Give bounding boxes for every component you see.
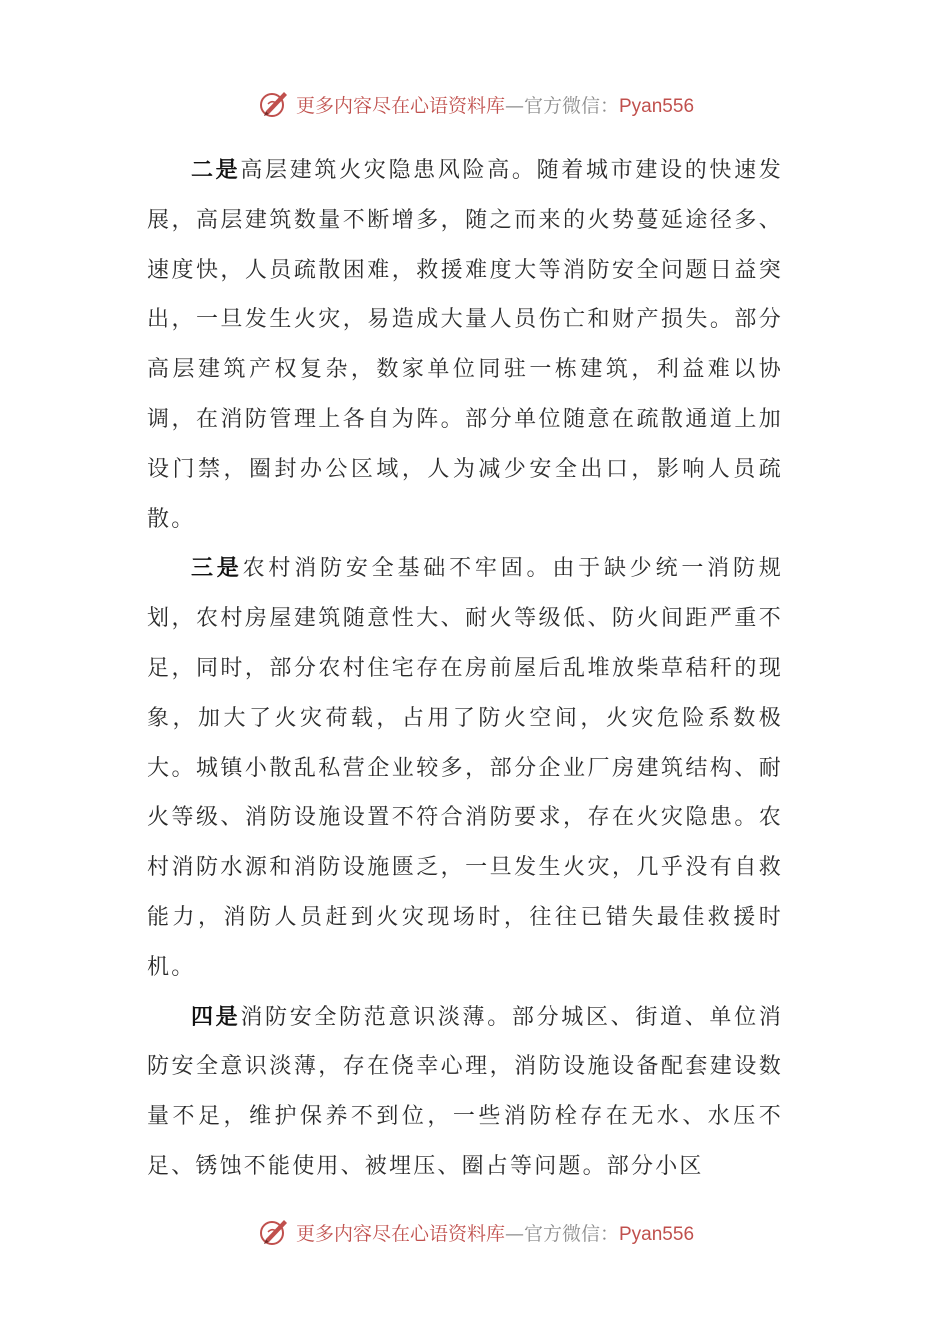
footer-watermark xyxy=(0,1212,950,1252)
paragraph-four xyxy=(147,993,783,1192)
pen-logo-icon xyxy=(256,86,292,122)
paragraph-text: 消防安全防范意识淡薄。部分城区、街道、单位消防安全意识淡薄，存在侥幸心理，消防设施设备配套建设数量不足，维护保养不到位，一些消防栓存在无水、水压不足、锈蚀不能使用、被埋压、圈占等问题。部分小区 xyxy=(147,1004,783,1179)
paragraph-text: 农村消防安全基础不牢固。由于缺少统一消防规划，农村房屋建筑随意性大、耐火等级低、防火间距严重不足，同时，部分农村住宅存在房前屋后乱堆放柴草秸秆的现象，加大了火灾荷载，占用了防火空间，火灾危险系数极大。城镇小散乱私营企业较多，部分企业厂房建筑结构、耐火等级、消防设施设置不符合消防要求，存在火灾隐患。农村消防水源和消防设施匮乏，一旦发生火灾，几乎没有自救能力，消防人员赶到火灾现场时，往往已错失最佳救援时机。 xyxy=(147,556,783,980)
header-watermark xyxy=(0,84,950,124)
paragraph-text: 高层建筑火灾隐患风险高。随着城市建设的快速发展，高层建筑数量不断增多，随之而来的火势蔓延途径多、速度快，人员疏散困难，救援难度大等消防安全问题日益突出，一旦发生火灾，易造成大量人员伤亡和财产损失。部分高层建筑产权复杂，数家单位同驻一栋建筑，利益难以协调，在消防管理上各自为阵。部分单位随意在疏散通道上加设门禁，圈封办公区域，人为减少安全出口，影响人员疏散。 xyxy=(147,158,783,532)
paragraph-lead: 三是 xyxy=(191,556,243,582)
watermark-text: 更多内容尽在心语资料库—官方微信：Pyan556 xyxy=(295,1222,695,1245)
paragraph-three xyxy=(147,544,783,992)
paragraph-two xyxy=(147,146,783,544)
paragraph-lead: 四是 xyxy=(191,1004,241,1030)
watermark-text: 更多内容尽在心语资料库—官方微信：Pyan556 xyxy=(295,94,695,117)
paragraph-lead: 二是 xyxy=(191,158,241,183)
document-body xyxy=(147,146,783,1192)
pen-logo-icon xyxy=(256,1214,292,1250)
